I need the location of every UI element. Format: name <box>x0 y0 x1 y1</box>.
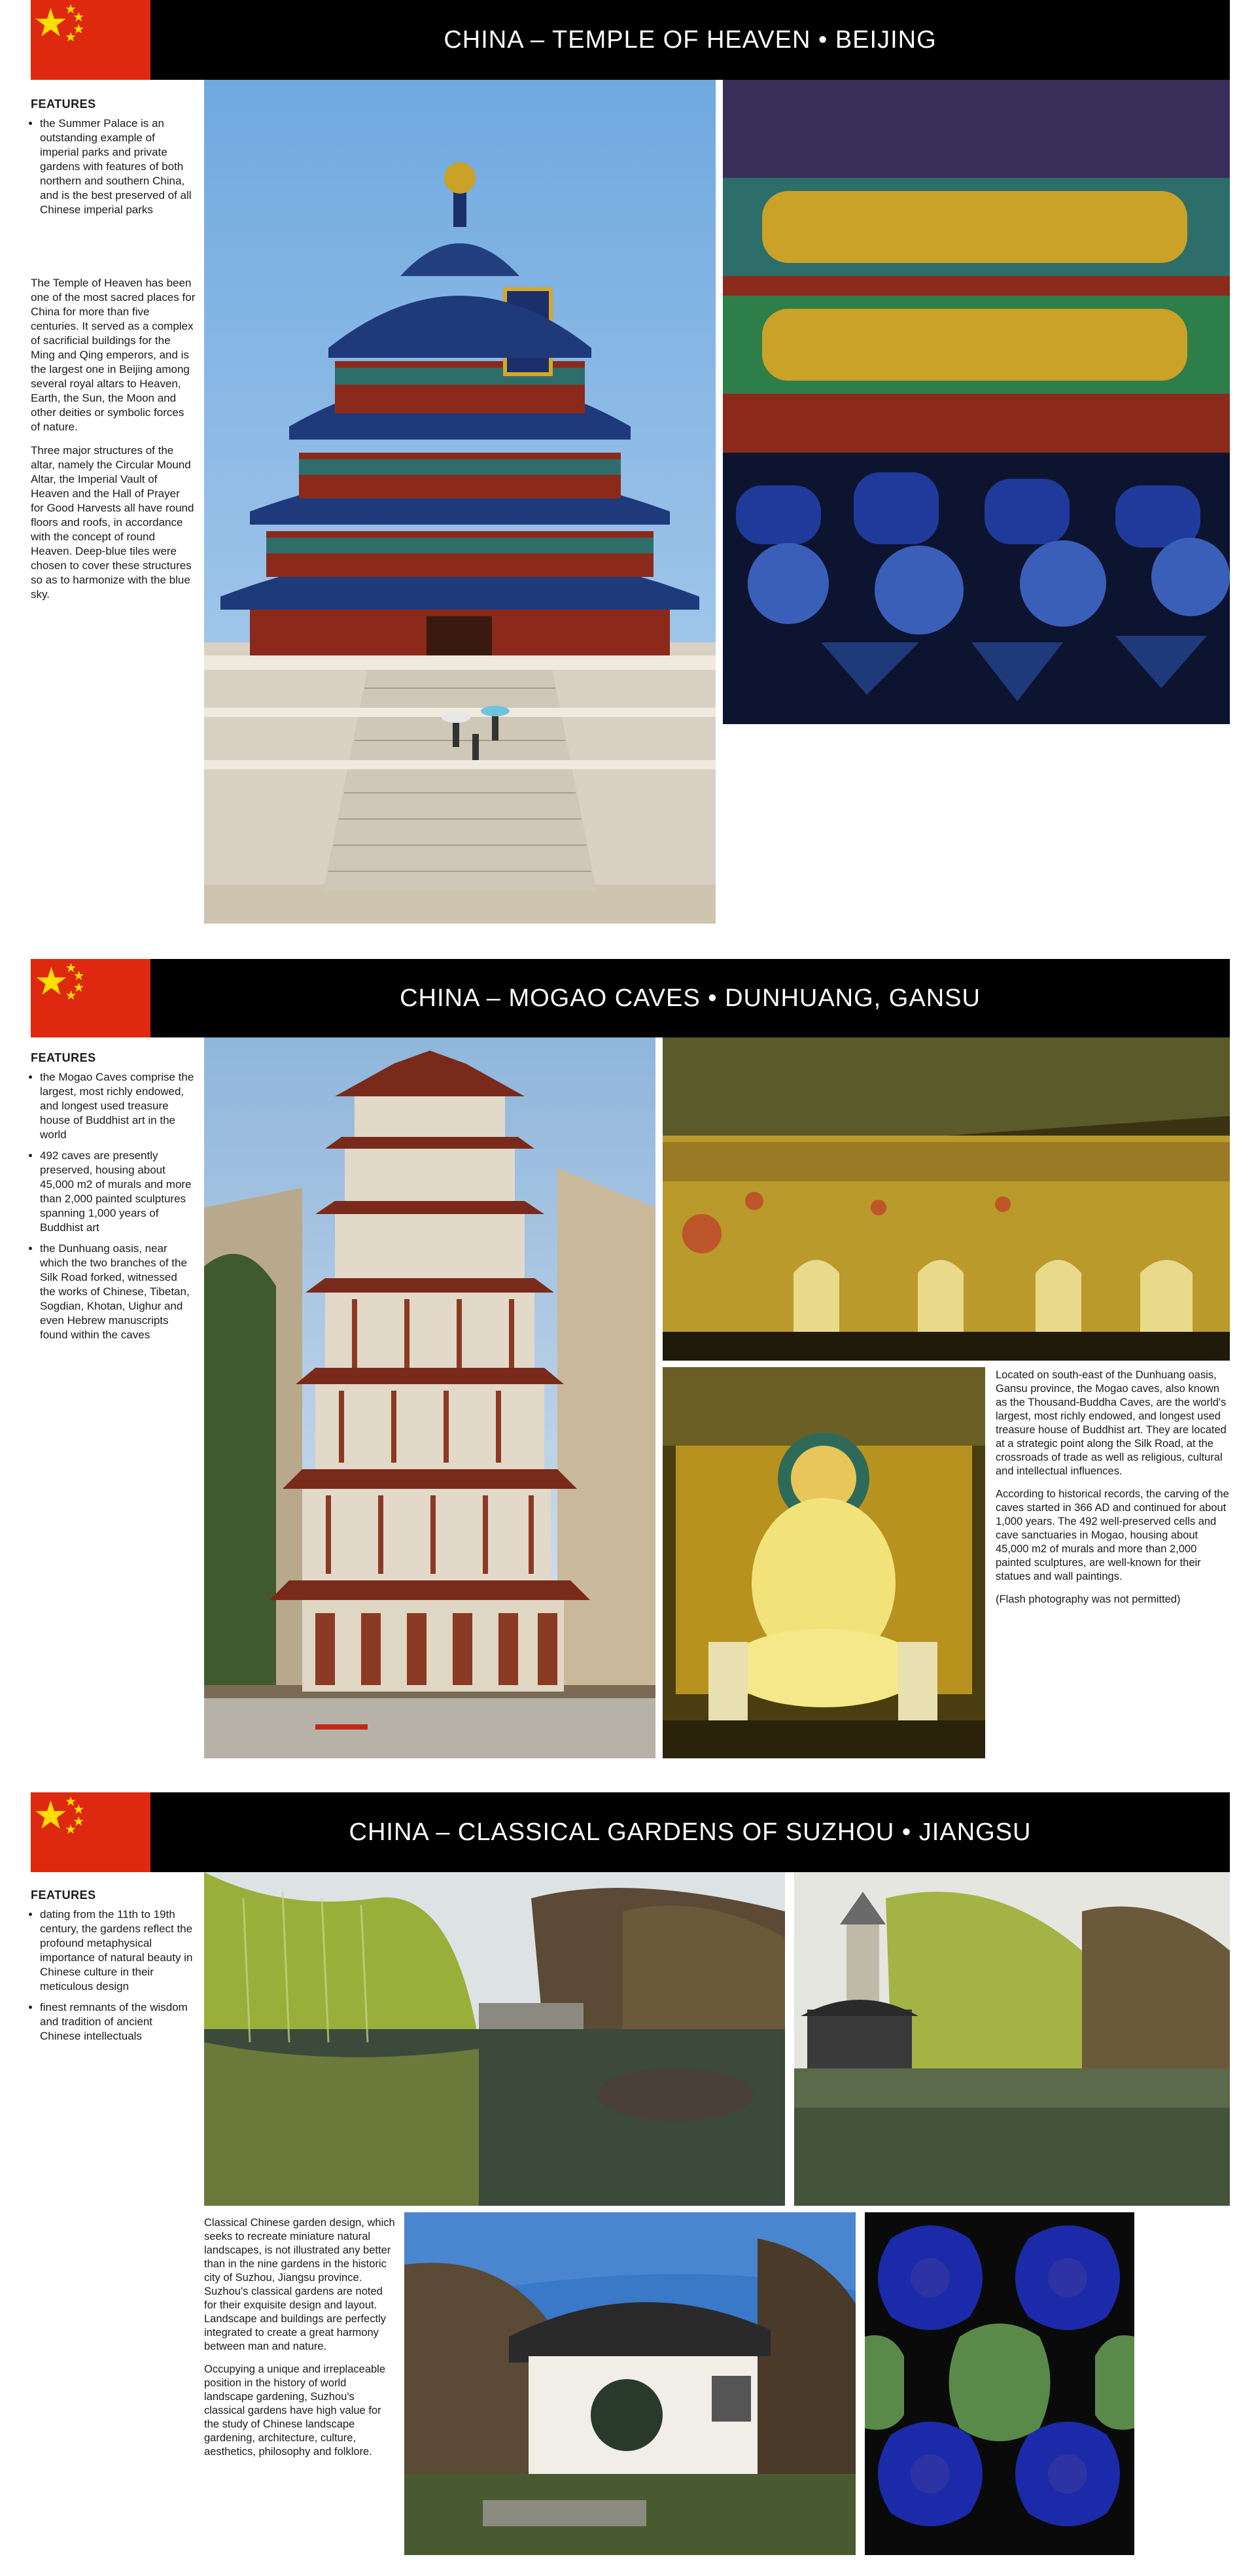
body-paragraph: Classical Chinese garden design, which seeks to recreate miniature natural landscapes, is not illustrated any better than in the nine gardens in the historic city of Suzhou, Jiangsu province. Suzhou's classical gardens are noted for their exquisite design and layout. Landscape and buildings are perfectly integrated to create a great harmony between man and nature. <box>204 2217 395 2352</box>
mogao-buddha-statue-photo <box>663 1367 985 1758</box>
section-title: CHINA – TEMPLE OF HEAVEN • BEIJING <box>444 26 937 54</box>
section-title-bar <box>150 1792 1230 1872</box>
body-paragraph: (Flash photography was not permitted) <box>996 1593 1181 1605</box>
feature-item: • finest remnants of the wisdom and tradition of ancient Chinese intellectuals <box>40 2000 196 2044</box>
features-heading: FEATURES <box>31 97 96 111</box>
sidebar-text <box>31 97 196 611</box>
temple-roof-detail-photo <box>723 80 1230 724</box>
feature-item: • the Summer Palace is an outstanding example of imperial parks and private gardens with features of both northern and southern China, and is the best preserved of all Chinese imperial parks <box>40 116 196 217</box>
features-list <box>31 116 196 217</box>
section-title: CHINA – CLASSICAL GARDENS OF SUZHOU • JIANGSU <box>349 1819 1032 1846</box>
feature-item: • 492 caves are presently preserved, housing about 45,000 m2 of murals and more than 2,000 painted sculptures spanning 1,000 years of Buddhist art <box>40 1149 196 1235</box>
features-list <box>31 1070 196 1342</box>
china-flag-icon <box>31 0 150 80</box>
suzhou-description <box>204 2216 398 2468</box>
china-flag-icon <box>31 1792 150 1872</box>
body-paragraph: Located on south-east of the Dunhuang oasis, Gansu province, the Mogao caves, also known as the Thousand-Buddha Caves, are the world's largest, most richly endowed, and longest used treasure house of Buddhist art. They are located at a strategic point along the Silk Road, at the crossroads of trade as well as religious, cultural and intellectual influences. <box>996 1369 1227 1477</box>
body-paragraph: According to historical records, the carving of the caves started in 366 AD and continued for about 1,000 years. The 492 well-preserved cells and cave sanctuaries in Mogao, housing about 45,000 m2 of murals and more than 2,000 painted sculptures, are well-known for their statues and wall paintings. <box>996 1488 1229 1582</box>
sidebar-text <box>31 1051 196 1349</box>
body-paragraph: The Temple of Heaven has been one of the most sacred places for China for more than five centuries. It served as a complex of sacrificial buildings for the Ming and Qing emperors, and is the largest one in Beijing among several royal altars to Heaven, Earth, the Sun, the Moon and other deities or symbolic forces of nature. <box>31 277 196 433</box>
features-heading: FEATURES <box>31 1888 96 1902</box>
suzhou-lattice-window-photo <box>865 2212 1134 2555</box>
feature-item: • dating from the 11th to 19th century, the gardens reflect the profound metaphysical importance of natural beauty in Chinese culture in their meticulous design <box>40 1907 196 1994</box>
suzhou-garden-pond-photo <box>204 1872 785 2206</box>
feature-item: • the Dunhuang oasis, near which the two branches of the Silk Road forked, witnessed the works of Chinese, Tibetan, Sogdian, Khotan, Uighur and even Hebrew manuscripts found within the caves <box>40 1242 196 1342</box>
features-list <box>31 1907 196 2044</box>
features-heading: FEATURES <box>31 1051 96 1064</box>
suzhou-pagoda-willow-photo <box>794 1872 1230 2206</box>
mogao-cave-murals-photo <box>663 1037 1230 1361</box>
mogao-pagoda-photo <box>204 1037 655 1758</box>
china-flag-icon <box>31 959 150 1037</box>
feature-item: • the Mogao Caves comprise the largest, most richly endowed, and longest used treasure house of Buddhist art in the world <box>40 1070 196 1142</box>
body-paragraph: Occupying a unique and irreplaceable position in the history of world landscape gardening, Suzhou's classical gardens have high value for the study of Chinese landscape gardening, architecture, culture, aesthetics, philosophy and folklore. <box>204 2363 386 2458</box>
mogao-description <box>996 1368 1230 1616</box>
section-title: CHINA – MOGAO CAVES • DUNHUANG, GANSU <box>400 984 981 1012</box>
section-title-bar <box>150 0 1230 80</box>
sidebar-text <box>31 1888 196 2050</box>
temple-of-heaven-photo <box>204 80 716 924</box>
body-paragraph: Three major structures of the altar, namely the Circular Mound Altar, the Imperial Vault of Heaven and the Hall of Prayer for Good Harvests all have round floors and roofs, in accordance with the concept of round Heaven. Deep-blue tiles were chosen to cover these structures so as to harmonize with the blue sky. <box>31 444 194 600</box>
suzhou-pavilion-moon-gate-photo <box>404 2212 856 2555</box>
section-title-bar <box>150 959 1230 1037</box>
